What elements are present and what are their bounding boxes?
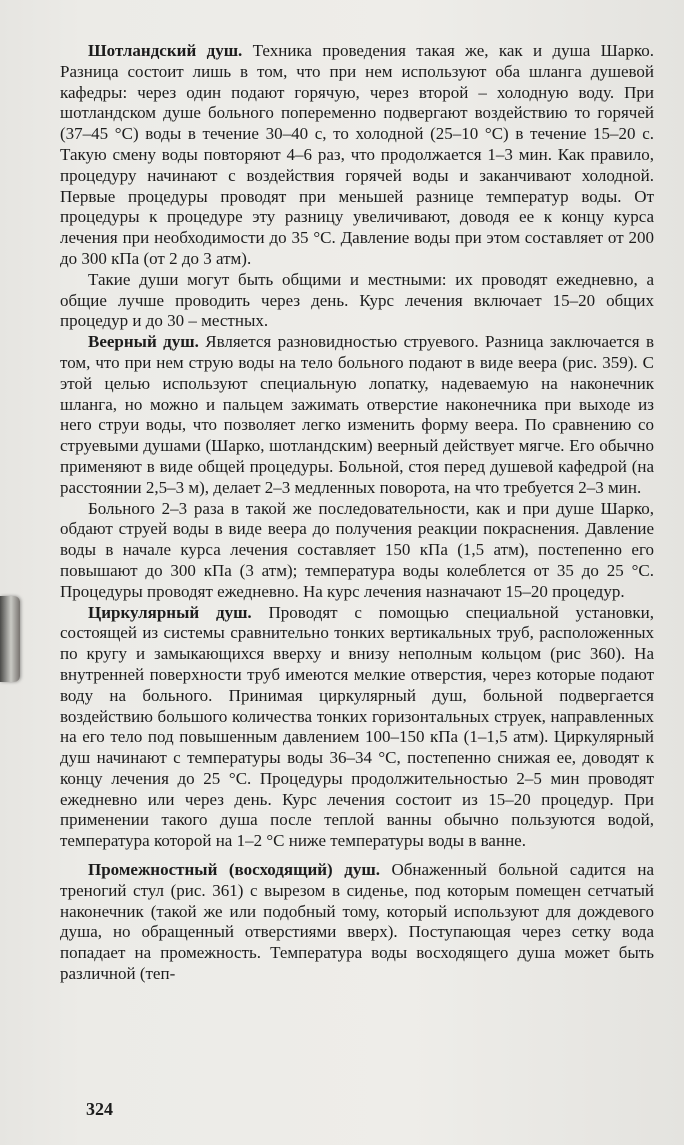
paragraph-fan-shower <box>60 332 654 498</box>
text-fan-shower: Является разновидностью струевого. Разница заключается в том, что при нем струю воды на тело больного подают в виде веера (рис. 359). С этой целью используют специальную лопатку, надеваемую на наконечник шланга, но можно и пальцем зажимать отверстие наконечника при выходе из него струи воды, что позволяет легко изменить форму веера. По сравнению со струевыми душами (Шарко, шотландским) веерный действует мягче. Его обычно применяют в виде общей процедуры. Больной, стоя перед душевой кафедрой (на расстоянии 2,5–3 м), делает 2–3 медленных поворота, на что требуется 2–3 мин. <box>60 332 655 497</box>
paragraph-general-local <box>60 270 654 332</box>
body-text <box>60 41 654 985</box>
heading-perineal-shower: Промежностный (восходящий) душ. <box>88 860 380 880</box>
heading-circular-shower: Циркулярный душ. <box>88 602 252 622</box>
text-fan-shower-continued: Больного 2–3 раза в такой же последовательности, как и при душе Шарко, обдают струей воды в виде веера до получения реакции покраснения. Давление воды в начале курса лечения составляет 150 кПа (1,5 атм), постепенно его повышают до 300 кПа (3 атм); температура воды колеблется от 35 до 25 °С. Процедуры проводят ежедневно. На курс лечения назначают 15–20 процедур. <box>60 498 654 601</box>
page-clip <box>0 596 20 682</box>
text-perineal-shower: Обнаженный больной садится на треногий стул (рис. 361) с вырезом в сиденье, под которым помещен сетчатый наконечник (такой же или подобный тому, который используют для дождевого душа, но обращенный отверстиями вверх). Поступающая через сетку вода попадает на промежность. Температура воды восходящего душа может быть различной (теп- <box>60 860 654 984</box>
heading-fan-shower: Веерный душ. <box>88 332 199 352</box>
paragraph-circular-shower <box>60 603 654 853</box>
text-scottish-shower: Техника проведения такая же, как и душа Шарко. Разница состоит лишь в том, что при нем используют оба шланга душевой кафедры: через один подают горячую, через второй – холодную воду. При шотландском душе больного попеременно подвергают воздействию то горячей (37–45 °С) воды в течение 30–40 с, то холодной (25–10 °С) в течение 15–20 с. Такую смену воды повторяют 4–6 раз, что продолжается 1–3 мин. Как правило, процедуру начинают с воздействия горячей воды и заканчивают холодной. Первые процедуры проводят при меньшей разнице температур воды. От процедуры к процедуре эту разницу увеличивают, доводя ее к концу курса лечения при необходимости до 35 °С. Давление воды при этом составляет от 200 до 300 кПа (от 2 до 3 атм). <box>60 41 654 268</box>
paragraph-perineal-shower <box>60 860 654 985</box>
text-general-local: Такие души могут быть общими и местными: их проводят ежедневно, а общие лучше проводить через день. Курс лечения включает 15–20 общих процедур и до 30 – местных. <box>60 269 654 331</box>
paragraph-scottish-shower <box>60 41 654 270</box>
heading-scottish-shower: Шотландский душ. <box>88 41 243 60</box>
text-circular-shower: Проводят с помощью специальной установки, состоящей из системы сравнительно тонких вертикальных труб, расположенных по кругу и замыкающихся вверху и внизу неполным кольцом (рис 360). На внутренней поверхности труб имеются мелкие отверстия, через которые подают воду на больного. Принимая циркулярный душ, больной подвергается воздействию большого количества тонких горизонтальных струек, направленных на его тело под повышенным давлением 100–150 кПа (1–1,5 атм). Циркулярный душ начинают с температуры воды 36–34 °С, постепенно снижая ее, доводят к концу лечения до 25 °С. Процедуры продолжительностью 2–5 мин проводят ежедневно или через день. Курс лечения состоит из 15–20 процедур. При применении такого душа после теплой ванны обычно пользуются водой, температура которой на 1–2 °С ниже температуры воды в ванне. <box>60 602 655 851</box>
paragraph-fan-shower-continued <box>60 499 654 603</box>
page-number: 324 <box>86 1099 113 1119</box>
